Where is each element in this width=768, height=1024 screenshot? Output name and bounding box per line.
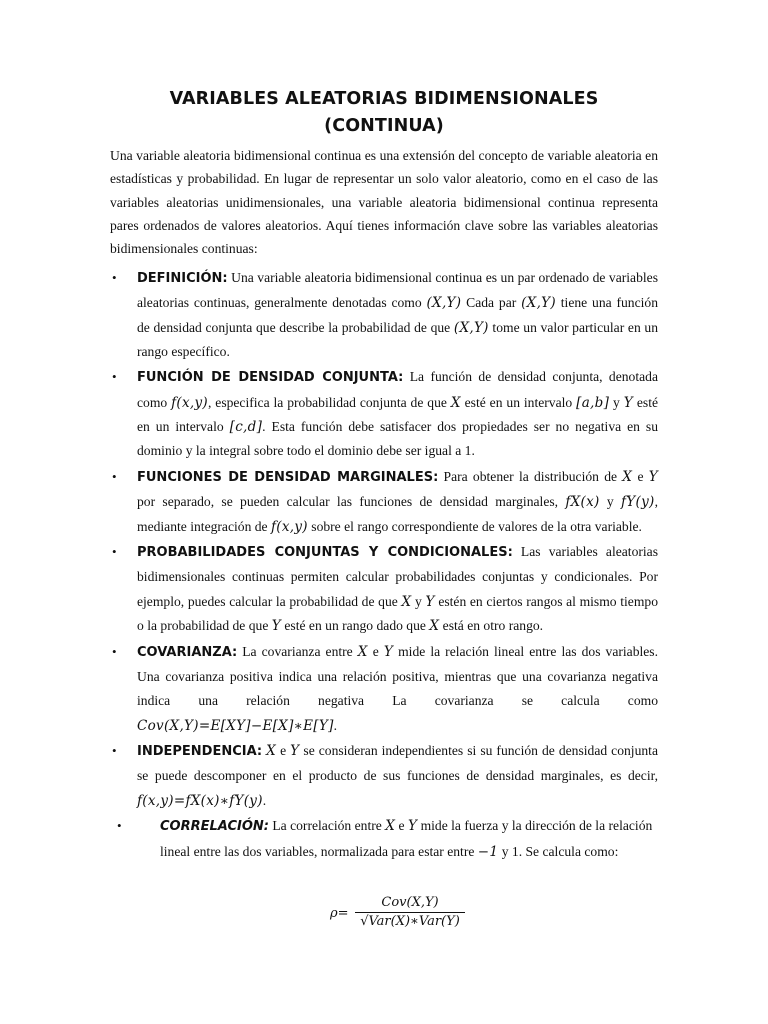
math-expression: Y [623,394,633,411]
item-heading: FUNCIÓN DE DENSIDAD CONJUNTA: [137,370,404,386]
list-item-funciones-marginales [0,465,658,539]
item-text: e [276,743,291,759]
item-text: . [333,717,338,733]
math-expression: Y [271,618,281,635]
item-text: y [411,593,426,609]
item-text: esté en un intervalo [137,394,659,435]
item-text: , especifica la probabilidad conjunta de que [207,394,451,410]
math-expression: X [357,643,368,660]
math-expression: (X,Y) [426,295,462,312]
item-text: se consideran independientes si su función de densidad conjunta se puede descomponer en el producto de sus funciones de densidad marginales, es decir, [137,743,658,784]
math-expression: X [622,468,633,485]
item-heading: INDEPENDENCIA: [137,744,263,760]
item-text: Para obtener la distribución de [438,468,623,484]
bullet-icon: • [112,468,117,484]
math-expression: (X,Y) [521,295,556,312]
item-text: mide la relación lineal entre las dos variables. Una covarianza positiva indica una relación positiva, mientras que una covarianza negativa indica una relación negativa La covarianza se calcula como [137,643,658,709]
bullet-icon: • [112,270,117,285]
item-text: está en otro rango. [439,618,544,634]
formula-denominator: √Var(X)∗Var(Y) [360,914,460,929]
math-expression: X [450,394,461,411]
item-heading: FUNCIONES DE DENSIDAD MARGINALES: [137,469,439,485]
formula-numerator: Cov(X,Y) [381,895,439,910]
math-expression: f(x,y)=fX(x)∗fY(y) [137,792,263,809]
item-heading: DEFINICIÓN: [137,271,228,286]
item-text: esté en un rango dado que [280,618,430,634]
math-expression: (X,Y) [453,319,489,336]
item-text: y [609,394,624,410]
item-text: . Esta función debe satisfacer dos propiedades ser no negativa en su dominio y la integral sobre todo el dominio debe ser igual a 1. [137,419,658,459]
bullet-list [0,266,768,865]
list-item-definicion [0,266,658,364]
item-text: e [395,818,408,834]
bullet-icon: • [117,818,122,834]
item-text: , mediante integración de [137,494,658,534]
formula-lhs: ρ= [330,906,349,921]
item-heading: CORRELACIÓN: [160,819,269,835]
item-text: La función de densidad conjunta, denotada como [137,369,658,410]
math-expression: Y [290,743,300,760]
intro-paragraph: Una variable aleatoria bidimensional continua es una extensión del concepto de variable aleatoria en estadísticas y probabilidad. En lugar de representar un solo valor aleatorio, como en el caso de las variables aleatorias unidimensionales, una variable aleatoria bidimensional continua representa pares ordenados de valores aleatorios. Aquí tienes información clave sobre las variables aleatorias bidimensionales continuas: [110,148,658,257]
item-heading: COVARIANZA: [137,644,238,660]
math-expression: Y [648,468,658,485]
item-text: e [632,468,649,484]
item-text: y [599,494,622,510]
list-item-independencia [0,739,658,813]
math-expression: Y [383,643,394,660]
math-expression: fY(y) [621,494,655,511]
item-text: estén en ciertos rangos al mismo tiempo o la probabilidad de que [137,593,658,634]
item-text: . [262,792,267,808]
math-expression: Y [407,818,418,835]
item-text: tiene una función de densidad conjunta que describe la probabilidad de que [137,295,658,335]
math-expression: Cov(X,Y)=E[XY]−E[X]∗E[Y] [137,717,334,734]
item-text: y 1. Se calcula como: [498,843,619,859]
math-expression: X [401,593,412,610]
bullet-icon: • [112,369,117,385]
document-title-line-2: (CONTINUA) [324,116,444,136]
math-expression: fX(x) [565,494,600,511]
item-heading: PROBABILIDADES CONJUNTAS Y CONDICIONALES: [137,545,513,561]
item-text: esté en un intervalo [460,394,577,410]
item-text: sobre el rango correspondiente de valores de la otra variable. [307,518,642,534]
math-expression: Y [425,593,435,610]
bullet-icon: • [112,544,117,560]
math-expression: X [266,743,277,760]
item-text: Las variables aleatorias bidimensionales continuas permiten calcular probabilidades conjuntas y condicionales. Por ejemplo, puedes calcular la probabilidad de que [137,544,658,609]
math-expression: X [385,818,396,835]
item-text: tome un valor particular en un rango específico. [137,319,659,359]
item-text: por separado, se pueden calcular las funciones de densidad marginales, [137,494,566,510]
list-item-covarianza [0,640,658,738]
bullet-icon: • [112,643,117,659]
item-text: Cada par [461,295,522,311]
formula-fraction [355,895,465,929]
bullet-icon: • [112,743,117,759]
item-text: La correlación entre [268,818,386,834]
math-expression: −1 [477,843,499,860]
math-expression: [a,b] [576,394,610,411]
math-expression: f(x,y) [271,518,308,535]
math-expression: X [429,618,440,635]
list-item-correlacion [0,814,658,864]
list-item-probabilidades [0,540,658,638]
item-text: e [367,643,384,659]
math-expression: [c,d] [229,419,263,436]
item-text: Una variable aleatoria bidimensional continua es un par ordenado de variables aleatorias continuas, generalmente denotadas como [137,270,658,311]
list-item-funcion-densidad-conjunta [0,365,658,463]
math-expression: f(x,y) [171,394,208,411]
item-text: La covarianza entre [237,643,358,659]
document-title-line-1: VARIABLES ALEATORIAS BIDIMENSIONALES [169,89,599,109]
item-text: mide la fuerza y la dirección de la relación lineal entre las dos variables, normalizada para estar entre [160,818,653,859]
